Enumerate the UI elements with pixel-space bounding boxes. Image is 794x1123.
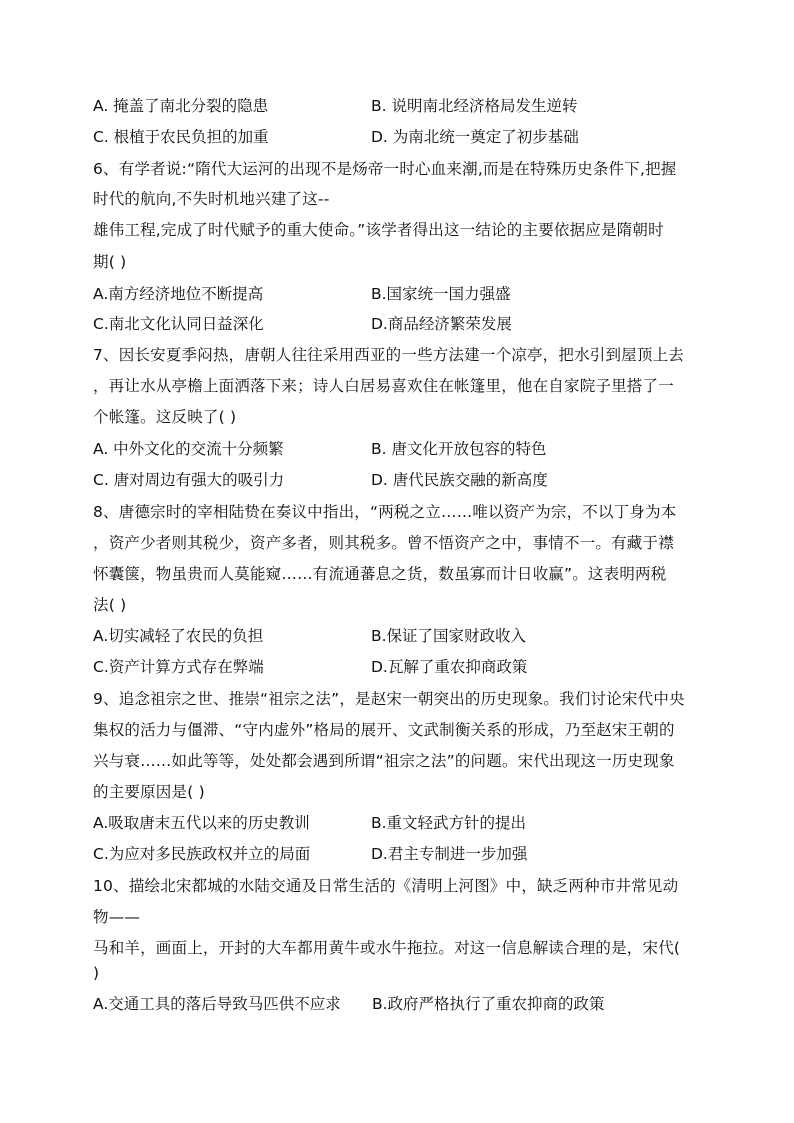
option-c: C. 根植于农民负担的加重: [93, 128, 269, 146]
question-9-option-a: A.吸取唐末五代以来的历史教训: [93, 814, 310, 832]
question-7-option-b: B. 唐文化开放包容的特色: [371, 440, 547, 458]
option-a: A. 掩盖了南北分裂的隐患: [93, 97, 269, 115]
question-8-option-d: D.瓦解了重农抑商政策: [371, 658, 528, 676]
question-8-option-c: C.资产计算方式存在弊端: [93, 658, 264, 676]
question-6-line-2: 时代的航向,不失时机地兴建了这--: [93, 190, 330, 208]
question-8-line-4: 法( ): [93, 596, 127, 614]
question-9-line-1: 9、追念祖宗之世、推崇“祖宗之法”，是赵宋一朝突出的历史现象。我们讨论宋代中央: [93, 690, 685, 708]
question-10-line-3: 马和羊，画面上，开封的大车都用黄牛或水牛拖拉。对这一信息解读合理的是，宋代(: [93, 939, 681, 957]
option-b: B. 说明南北经济格局发生逆转: [371, 97, 578, 115]
question-7-line-2: ，再让水从亭檐上面洒落下来；诗人白居易喜欢住在帐篷里，他在自家院子里搭了一: [93, 377, 674, 395]
question-9-line-3: 兴与衰……如此等等，处处都会遇到所谓“祖宗之法”的问题。宋代出现这一历史现象: [93, 752, 675, 770]
question-10-option-b: B.政府严格执行了重农抑商的政策: [372, 995, 605, 1013]
question-8-line-1: 8、唐德宗时的宰相陆贽在奏议中指出，“两税之立……唯以资产为宗，不以丁身为本: [93, 503, 677, 521]
question-10-line-4: ): [93, 964, 100, 982]
question-6-option-b: B.国家统一国力强盛: [371, 285, 511, 303]
question-10-line-1: 10、描绘北宋都城的水陆交通及日常生活的《清明上河图》中，缺乏两种市井常见动: [93, 877, 679, 895]
question-10-line-2: 物——: [93, 908, 141, 926]
option-d: D. 为南北统一奠定了初步基础: [371, 128, 579, 146]
question-8-option-a: A.切实减轻了农民的负担: [93, 627, 264, 645]
question-9-option-b: B.重文轻武方针的提出: [371, 814, 527, 832]
question-7-line-3: 个帐篷。这反映了( ): [93, 408, 237, 426]
question-9-line-2: 集权的活力与僵滞、“守内虚外”格局的展开、文武制衡关系的形成，乃至赵宋王朝的: [93, 721, 675, 739]
question-8-line-3: 怀囊箧，物虽贵而人莫能窥……有流通蕃息之货，数虽寡而计日收赢”。这表明两税: [93, 565, 667, 583]
question-6-option-a: A.南方经济地位不断提高: [93, 285, 264, 303]
question-8-option-b: B.保证了国家财政收入: [371, 627, 527, 645]
question-6-line-1: 6、有学者说:“隋代大运河的出现不是炀帝一时心血来潮,而是在特殊历史条件下,把握: [93, 160, 677, 178]
question-7-option-c: C. 唐对周边有强大的吸引力: [93, 471, 285, 489]
question-10-option-a: A.交通工具的落后导致马匹供不应求: [93, 995, 341, 1013]
question-9-option-d: D.君主专制进一步加强: [371, 845, 528, 863]
question-6-option-d: D.商品经济繁荣发展: [371, 315, 512, 333]
question-8-line-2: ，资产少者则其税少，资产多者，则其税多。曾不悟资产之中，事情不一。有藏于襟: [93, 534, 674, 552]
question-7-option-d: D. 唐代民族交融的新高度: [371, 471, 548, 489]
question-6-option-c: C.南北文化认同日益深化: [93, 315, 264, 333]
question-9-option-c: C.为应对多民族政权并立的局面: [93, 845, 311, 863]
question-6-line-4: 期( ): [93, 253, 127, 271]
question-7-option-a: A. 中外文化的交流十分频繁: [93, 440, 284, 458]
question-7-line-1: 7、因长安夏季闷热，唐朝人往往采用西亚的一些方法建一个凉亭，把水引到屋顶上去: [93, 346, 684, 364]
question-6-line-3: 雄伟工程,完成了时代赋予的重大使命。”该学者得出这一结论的主要依据应是隋朝时: [93, 221, 664, 239]
question-9-line-4: 的主要原因是( ): [93, 783, 205, 801]
